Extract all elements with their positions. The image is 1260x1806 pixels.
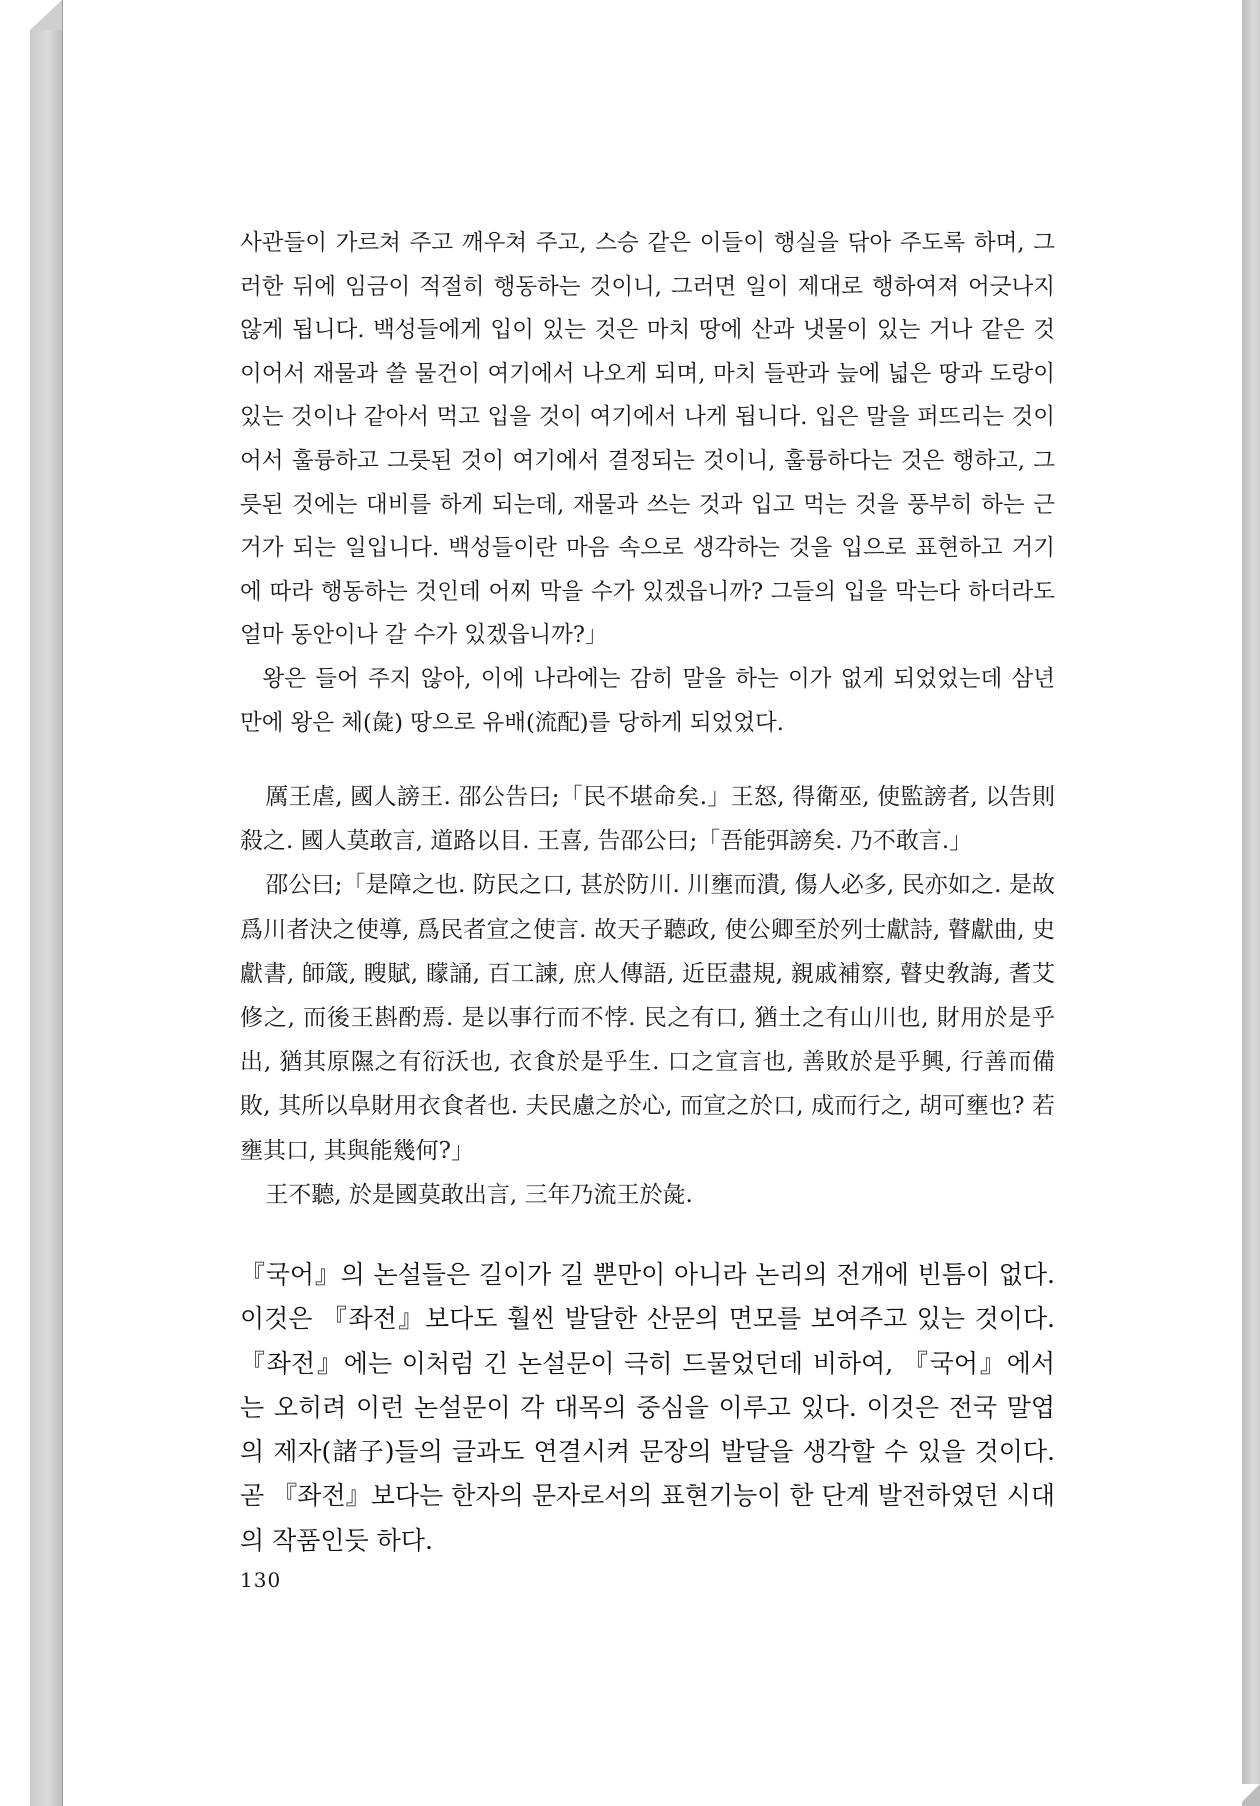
commentary-paragraph: 『국어』의 논설들은 길이가 길 뿐만이 아니라 논리의 전개에 빈틈이 없다. 이것은 『좌전』보다도 훨씬 발달한 산문의 면모를 보여주고 있는 것이다. 『좌전』에는 이처럼 긴 논설문이 극히 드물었던데 비하여, 『국어』에서는 오히려 이런 논설문이 각 대목의 중심을 이루고 있다. 이것은 전국 말엽의 제자(諸子)들의 글과도 연결시켜 문장의 발달을 생각할 수 있을 것이다. 곧 『좌전』보다는 한자의 문자로서의 표현기능이 한 단계 발전하였던 시대의 작품인듯 하다. <box>240 1260 1055 1555</box>
chinese-paragraph-2: 邵公曰;「是障之也. 防民之口, 甚於防川. 川壅而潰, 傷人必多, 民亦如之. 是故爲川者決之使導, 爲民者宣之使言. 故天子聽政, 使公卿至於列士獻詩, 瞽獻曲, 史獻書, 師箴, 瞍賦, 矇誦, 百工諫, 庶人傳語, 近臣盡規, 親戚補察, 瞽史敎誨, 耆艾修之, 而後王斟酌焉. 是以事行而不悖. 民之有口, 猶土之有山川也, 財用於是乎出, 猶其原隰之有衍沃也, 衣食於是乎生. 口之宣言也, 善敗於是乎興, 行善而備敗, 其所以阜財用衣食者也. 夫民慮之於心, 而宣之於口, 成而行之, 胡可壅也? 若壅其口, 其與能幾何?」 <box>240 872 1055 1164</box>
page-number: 130 <box>240 1568 282 1592</box>
book-edge-right <box>1242 0 1260 1806</box>
korean-translation-paragraph-1: 사관들이 가르쳐 주고 깨우쳐 주고, 스승 같은 이들이 행실을 닦아 주도록 하며, 그러한 뒤에 임금이 적절히 행동하는 것이니, 그러면 일이 제대로 행하여져 어긋나지 않게 됩니다. 백성들에게 입이 있는 것은 마치 땅에 산과 냇물이 있는 거나 같은 것이어서 재물과 쓸 물건이 여기에서 나오게 되며, 마치 들판과 늪에 넓은 땅과 도랑이 있는 것이나 같아서 먹고 입을 것이 여기에서 나게 됩니다. 입은 말을 퍼뜨리는 것이어서 훌륭하고 그릇된 것이 여기에서 결정되는 것이니, 훌륭하다는 것은 행하고, 그릇된 것에는 대비를 하게 되는데, 재물과 쓰는 것과 입고 먹는 것을 풍부히 하는 근거가 되는 일입니다. 백성들이란 마음 속으로 생각하는 것을 입으로 표현하고 거기에 따라 행동하는 것인데 어찌 막을 수가 있겠읍니까? 그들의 입을 막는다 하더라도 얼마 동안이나 갈 수가 있겠읍니까?」 <box>240 230 1055 649</box>
book-edge-left <box>30 30 62 1806</box>
chinese-paragraph-1: 厲王虐, 國人謗王. 邵公告曰;「民不堪命矣.」王怒, 得衛巫, 使監謗者, 以告則殺之. 國人莫敢言, 道路以目. 王喜, 告邵公曰;「吾能弭謗矣. 乃不敢言.」 <box>240 784 1055 855</box>
chinese-paragraph-3: 王不聽, 於是國莫敢出言, 三年乃流王於彘. <box>265 1181 693 1208</box>
korean-translation-block <box>240 222 1055 745</box>
commentary-block <box>240 1253 1055 1563</box>
classical-chinese-block <box>240 775 1055 1217</box>
korean-translation-paragraph-2: 왕은 들어 주지 않아, 이에 나라에는 감히 말을 하는 이가 없게 되었었는데 삼년 만에 왕은 체(彘) 땅으로 유배(流配)를 당하게 되었었다. <box>240 665 1055 736</box>
book-edge-top-left <box>30 0 62 30</box>
